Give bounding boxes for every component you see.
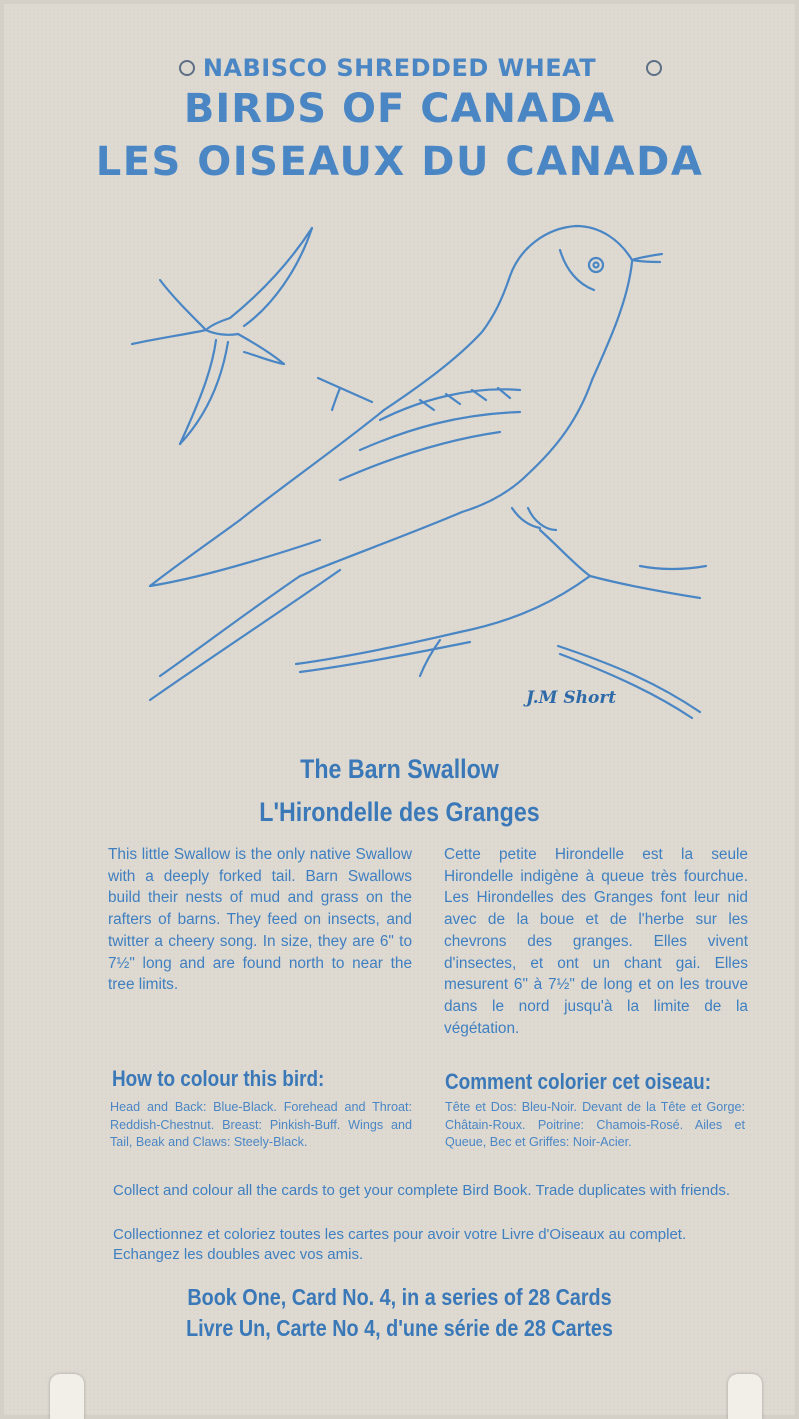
- colouring-text-french: Tête et Dos: Bleu-Noir. Devant de la Tête et Gorge: Châtain-Roux. Poitrine: Chamois-Rosé. Ailes et Queue, Bec et Griffes: Noir-Acier.: [445, 1100, 745, 1149]
- bird-name-french: L'Hirondelle des Granges: [259, 797, 540, 827]
- barn-swallow-illustration: [0, 210, 799, 730]
- stand-clip-left: [50, 1374, 84, 1419]
- description-english: This little Swallow is the only native Swallow with a deeply forked tail. Barn Swallows build their nests of mud and grass on the rafters of barns. They feed on insects, and twitter a cheery song. In size, they are 6" to 7½" long and are found north to near the tree limits.: [108, 846, 412, 994]
- title-french: LES OISEAUX DU CANADA: [95, 139, 704, 185]
- series-info-french: Livre Un, Carte No 4, d'une série de 28 Cartes: [186, 1315, 613, 1341]
- bird-name-english: The Barn Swallow: [300, 754, 499, 784]
- branch-drawing: [296, 530, 706, 718]
- description-french: Cette petite Hirondelle est la seule Hirondelle indigène à queue très fourchue. Les Hirondelles des Granges font leur nid avec de la boue et de l'herbe sur les chevrons des granges. Elles vivent d'insectes, et ont un chant gai. Elles mesurent 6" à 7½" de long et on les trouve dans le nord jusqu'à la limite de la végétation.: [444, 846, 748, 1037]
- title-english: BIRDS OF CANADA: [183, 86, 616, 132]
- colouring-heading-english: How to colour this bird:: [112, 1066, 325, 1091]
- brand-line: NABISCO SHREDDED WHEAT: [202, 54, 597, 82]
- flying-swallow-drawing: [132, 228, 312, 444]
- artist-signature: J.M Short: [526, 688, 617, 708]
- stand-clip-right: [728, 1374, 762, 1419]
- colouring-text-english: Head and Back: Blue-Black. Forehead and Throat: Reddish-Chestnut. Breast: Pinkish-Buff. Wings and Tail, Beak and Claws: Steely-Black.: [110, 1100, 412, 1149]
- perched-swallow-drawing: [150, 226, 662, 700]
- colouring-heading-french: Comment colorier cet oiseau:: [445, 1069, 712, 1094]
- series-info-english: Book One, Card No. 4, in a series of 28 Cards: [187, 1284, 612, 1310]
- collect-note-french: Collectionnez et coloriez toutes les cartes pour avoir votre Livre d'Oiseaux au complet. Echangez les doubles avec vos amis.: [113, 1226, 687, 1263]
- collect-note-english: Collect and colour all the cards to get your complete Bird Book. Trade duplicates with friends.: [113, 1182, 730, 1199]
